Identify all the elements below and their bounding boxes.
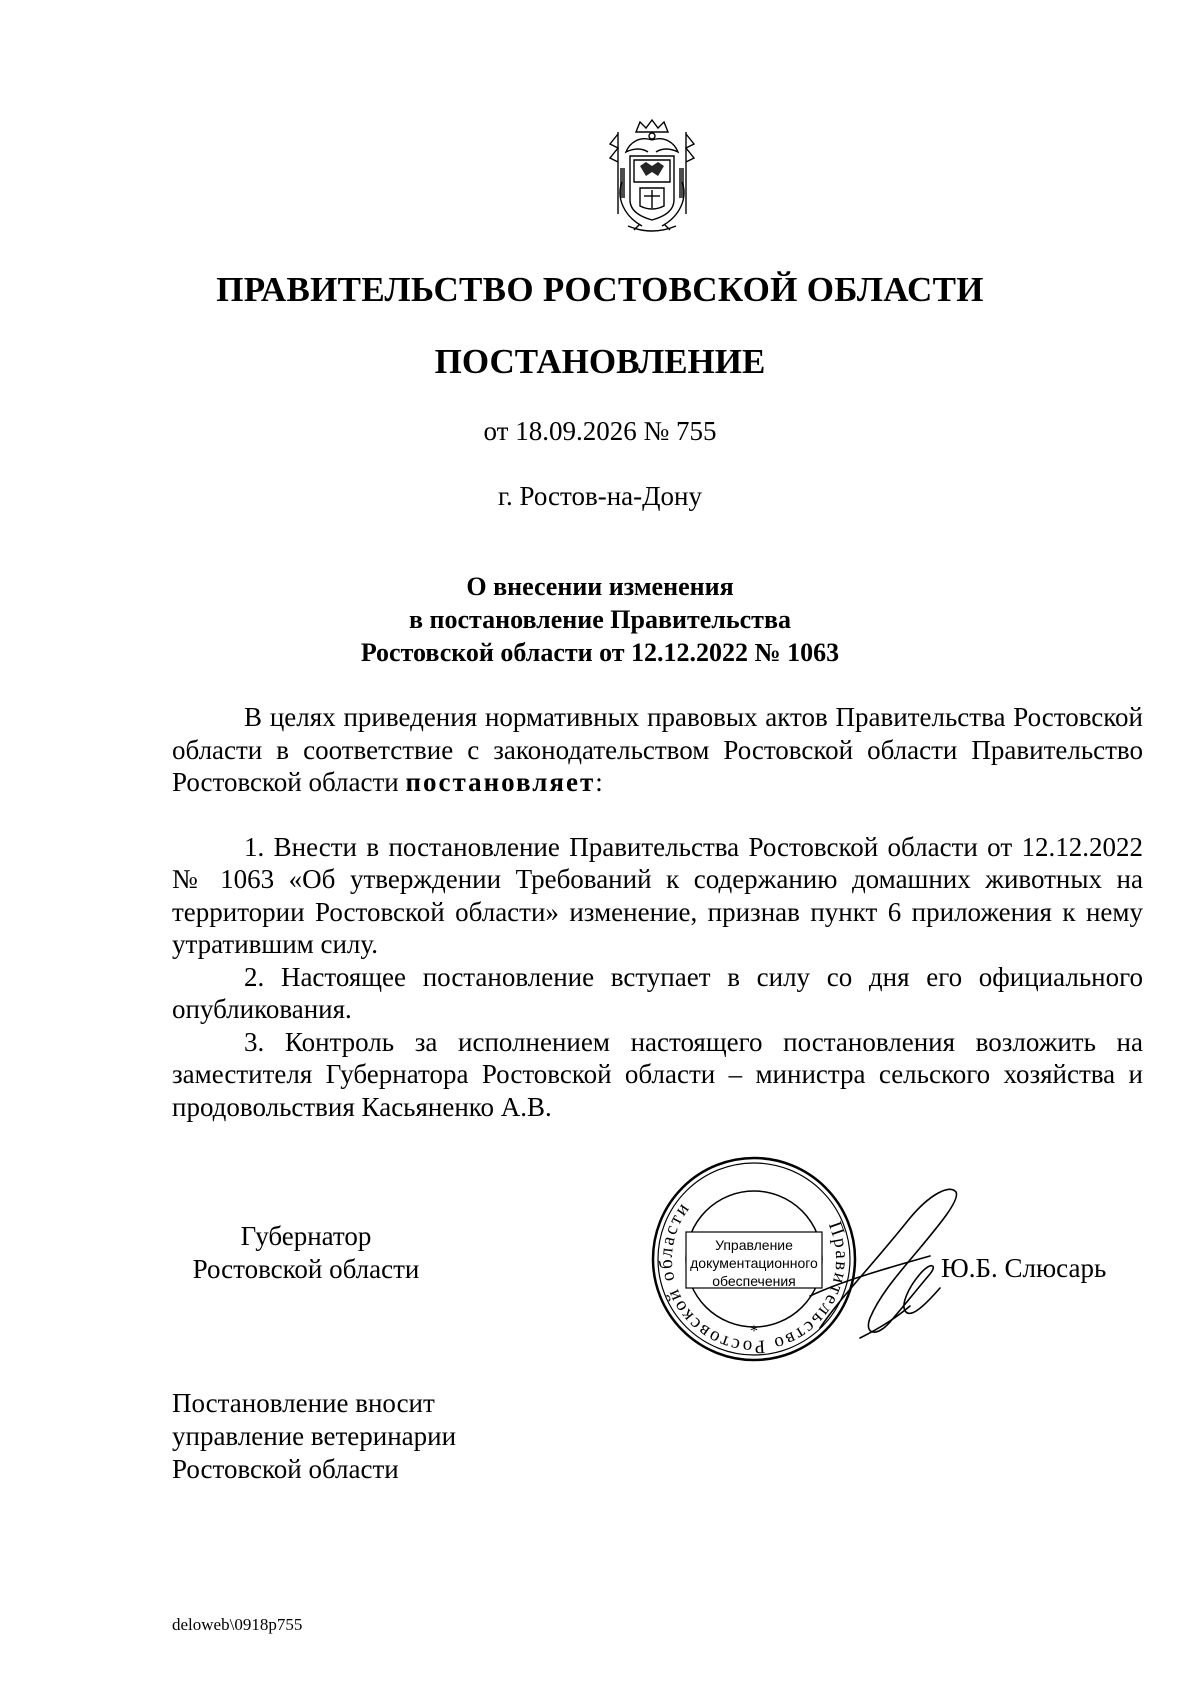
subject-line: Ростовской области от 12.12.2022 № 1063 — [360, 638, 840, 667]
item-paragraph: 1. Внести в постановление Правительства Ростовской области от 12.12.2022 № 1063 «Об утверждении Требований к содержанию домашних животных на территории Ростовской области» изменение, признав пункт 6 приложения к нему утратившим силу. — [172, 831, 1143, 959]
submitted-by-line: Ростовской области — [172, 1454, 399, 1484]
signatory-name: Ю.Б. Слюсарь — [941, 1253, 1107, 1283]
seal-center-line: документационного — [690, 1255, 818, 1271]
seal-center-line: Управление — [715, 1237, 793, 1253]
seal-center-line: обеспечения — [712, 1273, 796, 1289]
city-line: г. Ростов-на-Дону — [497, 481, 702, 511]
submitted-by-note — [172, 1387, 456, 1486]
preamble-paragraph — [172, 701, 1143, 799]
svg-text:*: * — [750, 1323, 758, 1340]
coat-of-arms-icon — [600, 118, 704, 238]
item-paragraph: 3. Контроль за исполнением настоящего постановления возложить на заместителя Губернатора Ростовской области – министра сельского хозяйства и продовольствия Касьяненко А.В. — [172, 1026, 1143, 1122]
document-subject — [0, 570, 1200, 669]
preamble-text: В целях приведения нормативных правовых актов Правительства Ростовской области в соответствие с законодательством Ростовской области Правительство Ростовской области — [172, 702, 1143, 797]
signatory-title — [176, 1220, 436, 1286]
document-body — [172, 701, 1143, 1123]
submitted-by-line: Постановление вносит — [172, 1388, 435, 1418]
subject-line: О внесении изменения — [466, 572, 734, 601]
document-code: deloweb\0918p755 — [172, 1615, 303, 1634]
submitted-by-line: управление ветеринарии — [172, 1421, 457, 1451]
preamble-end: : — [595, 767, 603, 797]
document-type-title: ПОСТАНОВЛЕНИЕ — [434, 342, 766, 381]
resolves-word: постановляет — [405, 767, 596, 797]
subject-line: в постановление Правительства — [408, 605, 791, 634]
seal-ring-text: Правительство Ростовской области — [655, 1197, 853, 1358]
item-paragraph: 2. Настоящее постановление вступает в силу со дня его официального опубликования. — [172, 961, 1143, 1024]
date-number-line: от 18.09.2026 № 755 — [483, 416, 717, 446]
signatory-title-line: Губернатор — [240, 1221, 372, 1251]
signatory-title-line: Ростовской области — [192, 1254, 420, 1284]
government-title: ПРАВИТЕЛЬСТВО РОСТОВСКОЙ ОБЛАСТИ — [216, 270, 984, 309]
